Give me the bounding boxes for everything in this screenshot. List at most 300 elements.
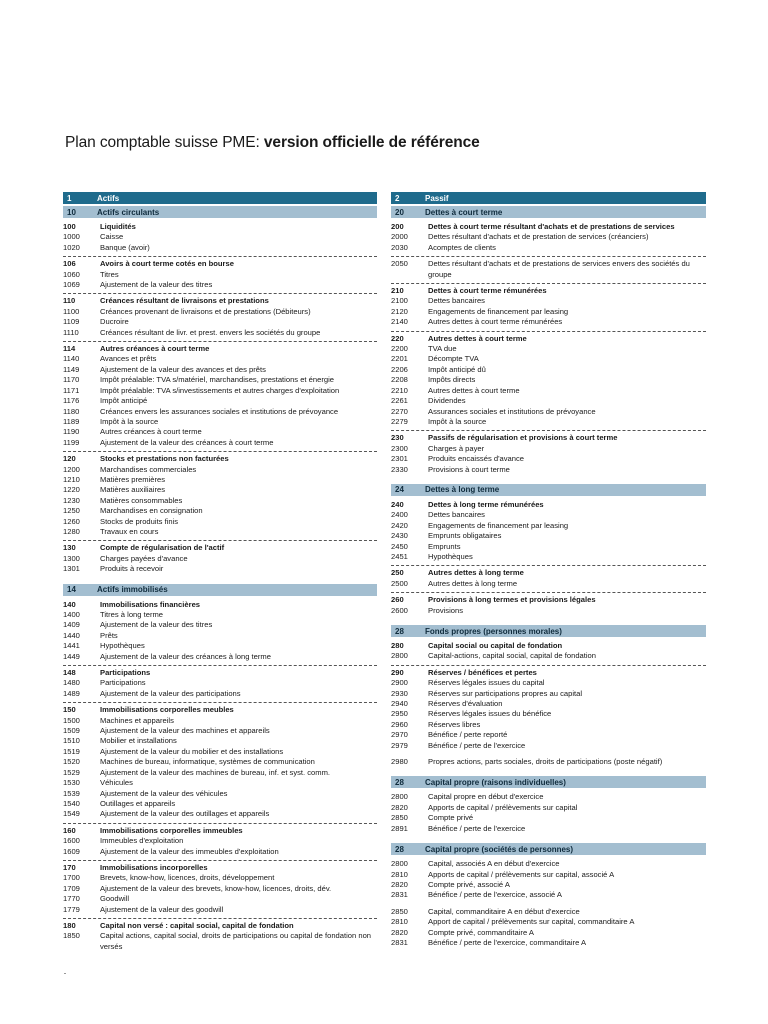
account-row: [391, 757, 706, 767]
account-row: [391, 344, 706, 354]
account-label: Engagements de financement par leasing: [428, 520, 569, 530]
account-number: 1500: [63, 715, 80, 725]
account-number: 1779: [63, 904, 80, 914]
account-number: 1149: [63, 364, 80, 374]
account-label: Caisse: [100, 232, 124, 242]
account-number: 1170: [63, 375, 80, 385]
account-label: Ajustement de la valeur des titres: [100, 620, 213, 630]
account-number: 1301: [63, 564, 80, 574]
account-number: 1280: [63, 526, 80, 536]
account-number: 150: [63, 705, 76, 715]
group-heading: [63, 543, 377, 553]
section-number: 10: [67, 207, 76, 217]
account-row: [63, 641, 377, 651]
account-number: 2206: [391, 364, 408, 374]
section-label: Fonds propres (personnes morales): [425, 626, 562, 636]
account-row: [63, 905, 377, 915]
account-number: 2500: [391, 578, 408, 588]
class-header: [63, 192, 377, 204]
account-label: Titres à long terme: [100, 610, 164, 619]
account-row: [391, 678, 706, 688]
account-label: Matières consommables: [100, 495, 183, 505]
account-label: Autres créances à court terme: [100, 344, 210, 354]
group-heading: [391, 641, 706, 651]
liabilities-column: [391, 192, 706, 951]
account-number: 2330: [391, 464, 408, 474]
account-group: [63, 665, 377, 702]
account-row: [391, 907, 706, 917]
account-group: [391, 592, 706, 619]
account-number: 110: [63, 296, 76, 306]
account-row: [391, 232, 706, 242]
group-heading: [391, 668, 706, 678]
account-number: 2270: [391, 406, 408, 416]
account-label: Ajustement de la valeur des brevets, know-how, licences, droits, dév.: [100, 883, 332, 893]
account-row: [63, 726, 377, 736]
section-header: [63, 584, 377, 596]
section-header: [391, 206, 706, 218]
class-number: 1: [67, 193, 72, 203]
account-row: [63, 354, 377, 364]
account-row: [63, 736, 377, 746]
account-number: 1190: [63, 427, 80, 437]
account-row: [63, 280, 377, 290]
account-label: Provisions: [428, 605, 464, 615]
account-number: 2420: [391, 520, 408, 530]
account-label: Provisions à court terme: [428, 464, 510, 474]
account-label: Impôts directs: [428, 375, 476, 385]
account-label: Impôt à la source: [100, 416, 159, 426]
account-label: Capital social ou capital de fondation: [428, 641, 563, 650]
group-heading: [63, 668, 377, 678]
group-heading: [391, 500, 706, 510]
account-row: [391, 243, 706, 253]
account-label: Réserves libres: [428, 719, 481, 729]
account-row: [63, 631, 377, 641]
account-row: [63, 873, 377, 883]
account-group: [391, 665, 706, 771]
account-label: Apport de capital / prélèvements sur capital, commanditaire A: [428, 917, 635, 927]
account-row: [63, 554, 377, 564]
account-label: Capital non versé : capital social, capital de fondation: [100, 920, 294, 930]
account-row: [63, 716, 377, 726]
account-number: 2850: [391, 906, 408, 916]
account-label: Capital, commanditaire A en début d'exercice: [428, 906, 580, 916]
account-row: [63, 620, 377, 630]
account-number: 2600: [391, 605, 408, 615]
account-row: [63, 768, 377, 778]
account-number: 1300: [63, 553, 80, 563]
account-number: 1250: [63, 506, 80, 516]
account-number: 140: [63, 599, 76, 609]
account-number: 2030: [391, 242, 408, 252]
account-number: 170: [63, 862, 76, 872]
account-row: [391, 417, 706, 427]
account-row: [63, 427, 377, 437]
account-number: 114: [63, 344, 76, 354]
account-row: [63, 307, 377, 317]
account-group: [391, 218, 706, 256]
account-number: 1210: [63, 474, 80, 484]
account-label: TVA due: [428, 344, 457, 354]
account-number: 1069: [63, 280, 80, 290]
account-label: Liquidités: [100, 222, 136, 231]
account-label: Stocks et prestations non facturées: [100, 454, 229, 464]
account-label: Impôt anticipé: [100, 396, 148, 406]
account-row: [391, 689, 706, 699]
account-label: Participations: [100, 668, 151, 678]
account-number: 2820: [391, 802, 408, 812]
account-label: Réserves sur participations propres au capital: [428, 688, 583, 698]
account-row: [391, 938, 706, 948]
section-number: 24: [395, 485, 404, 495]
account-label: Impôt anticipé dû: [428, 364, 486, 374]
account-row: [391, 259, 706, 280]
account-group: [63, 341, 377, 451]
account-label: Avoirs à court terme cotés en bourse: [100, 259, 234, 269]
account-label: Dettes à court terme rémunérées: [428, 286, 547, 296]
account-number: 2831: [391, 890, 408, 900]
account-label: Apports de capital / prélèvements sur capital, associé A: [428, 869, 615, 879]
account-row: [63, 496, 377, 506]
account-label: Ajustement de la valeur des titres: [100, 280, 213, 290]
account-label: Dettes à long terme rémunérées: [428, 499, 544, 509]
account-row: [391, 917, 706, 927]
account-label: Assurances sociales et institutions de prévoyance: [428, 406, 596, 416]
account-number: 2940: [391, 699, 408, 709]
account-number: 2050: [391, 259, 408, 269]
section-label: Actifs circulants: [97, 207, 160, 217]
account-row: [63, 778, 377, 788]
account-number: 1189: [63, 416, 80, 426]
account-label: Provisions à long termes et provisions légales: [428, 595, 596, 605]
account-number: 1060: [63, 269, 80, 279]
account-number: 1260: [63, 516, 80, 526]
account-number: 1000: [63, 232, 80, 242]
account-number: 2100: [391, 296, 408, 306]
account-group: [63, 860, 377, 918]
group-heading: [63, 296, 377, 306]
account-row: [391, 454, 706, 464]
account-row: [63, 317, 377, 327]
account-group: [391, 637, 706, 665]
account-row: [391, 741, 706, 751]
account-number: 240: [391, 499, 404, 509]
account-label: Apports de capital / prélèvements sur capital: [428, 802, 578, 812]
account-group: [391, 855, 706, 951]
account-number: 1539: [63, 788, 80, 798]
account-row: [63, 328, 377, 338]
account-number: 1176: [63, 396, 80, 406]
title-normal: Plan comptable suisse PME:: [65, 134, 264, 151]
account-row: [63, 232, 377, 242]
group-heading: [63, 454, 377, 464]
account-label: Emprunts: [428, 541, 461, 551]
account-number: 120: [63, 454, 76, 464]
group-heading: [391, 568, 706, 578]
account-row: [63, 506, 377, 516]
account-label: Dettes à court terme résultant d'achats et de prestations de services: [428, 222, 675, 231]
account-label: Marchandises commerciales: [100, 464, 197, 474]
account-label: Matières auxiliaires: [100, 485, 165, 495]
account-label: Immobilisations corporelles immeubles: [100, 825, 243, 835]
account-label: Capital propre en début d'exercice: [428, 792, 544, 802]
account-label: Ajustement de la valeur des véhicules: [100, 788, 228, 798]
account-label: Ajustement de la valeur des créances à long terme: [100, 651, 271, 661]
account-number: 1409: [63, 620, 80, 630]
account-label: Travaux en cours: [100, 526, 159, 536]
group-heading: [391, 595, 706, 605]
group-heading: [391, 334, 706, 344]
account-label: Décompte TVA: [428, 354, 479, 364]
account-row: [63, 836, 377, 846]
account-row: [63, 884, 377, 894]
account-group: [63, 702, 377, 822]
account-number: 2800: [391, 859, 408, 869]
account-row: [391, 859, 706, 869]
account-label: Impôt préalable: TVA s/matériel, marchandises, prestations et énergie: [100, 375, 334, 385]
account-number: 2400: [391, 510, 408, 520]
account-number: 1600: [63, 836, 80, 846]
account-row: [63, 799, 377, 809]
account-number: 2891: [391, 823, 408, 833]
account-group: [391, 331, 706, 431]
group-heading: [391, 286, 706, 296]
section-header: [391, 776, 706, 788]
account-label: Brevets, know-how, licences, droits, développement: [100, 873, 275, 883]
account-label: Créances provenant de livraisons et de prestations (Débiteurs): [100, 306, 311, 316]
account-label: Ajustement de la valeur des machines et appareils: [100, 726, 270, 736]
account-number: 1220: [63, 485, 80, 495]
account-number: 1199: [63, 437, 80, 447]
section-label: Capital propre (sociétés de personnes): [425, 844, 574, 854]
account-row: [63, 365, 377, 375]
account-number: 1230: [63, 495, 80, 505]
section-label: Capital propre (raisons individuelles): [425, 777, 566, 787]
account-label: Créances résultant de livraisons et prestations: [100, 296, 269, 306]
section-number: 28: [395, 777, 404, 787]
account-label: Compte privé, associé A: [428, 879, 510, 889]
account-label: Impôt préalable: TVA s/investissements et autres charges d'exploitation: [100, 385, 340, 395]
account-group: [63, 596, 377, 665]
account-number: 2810: [391, 869, 408, 879]
account-number: 220: [391, 333, 404, 343]
account-label: Banque (avoir): [100, 242, 150, 252]
account-number: 1529: [63, 767, 80, 777]
account-row: [63, 386, 377, 396]
account-number: 1489: [63, 688, 80, 698]
account-number: 2979: [391, 740, 408, 750]
account-row: [391, 531, 706, 541]
account-row: [391, 396, 706, 406]
account-row: [63, 757, 377, 767]
account-label: Capital actions, capital social, droits de participations ou capital de fondation non versés: [100, 931, 372, 951]
account-row: [63, 475, 377, 485]
account-row: [63, 517, 377, 527]
class-header: [391, 192, 706, 204]
account-label: Immobilisations financières: [100, 599, 201, 609]
account-number: 290: [391, 667, 404, 677]
group-heading: [63, 344, 377, 354]
account-row: [63, 417, 377, 427]
account-number: 2120: [391, 306, 408, 316]
account-number: 2300: [391, 443, 408, 453]
group-heading: [63, 600, 377, 610]
section-number: 28: [395, 626, 404, 636]
account-label: Compte de régularisation de l'actif: [100, 543, 225, 553]
account-row: [391, 307, 706, 317]
account-row: [391, 699, 706, 709]
group-heading: [63, 259, 377, 269]
account-number: 2430: [391, 531, 408, 541]
account-row: [391, 730, 706, 740]
account-label: Charges payées d'avance: [100, 553, 188, 563]
account-label: Passifs de régularisation et provisions à court terme: [428, 433, 618, 443]
account-row: [63, 931, 377, 952]
account-label: Hypothèques: [428, 551, 473, 561]
account-number: 250: [391, 568, 404, 578]
account-number: 2210: [391, 385, 408, 395]
account-label: Dividendes: [428, 396, 466, 406]
account-label: Créances envers les assurances sociales et institutions de prévoyance: [100, 406, 339, 416]
section-header: [391, 843, 706, 855]
account-group: [63, 540, 377, 577]
account-label: Ducroire: [100, 317, 129, 327]
account-label: Stocks de produits finis: [100, 516, 179, 526]
account-row: [63, 809, 377, 819]
account-number: 1140: [63, 354, 80, 364]
account-group: [63, 918, 377, 955]
account-label: Bénéfice / perte reporté: [428, 730, 508, 740]
account-number: 1709: [63, 883, 80, 893]
account-label: Hypothèques: [100, 641, 145, 651]
account-label: Immobilisations corporelles meubles: [100, 705, 234, 715]
account-label: Emprunts obligataires: [428, 531, 502, 541]
section-number: 28: [395, 844, 404, 854]
account-number: 1180: [63, 406, 80, 416]
account-label: Immobilisations incorporelles: [100, 862, 208, 872]
account-label: Ajustement de la valeur des créances à court terme: [100, 437, 274, 447]
account-row: [391, 386, 706, 396]
account-label: Autres dettes à long terme: [428, 568, 524, 578]
class-label: Passif: [425, 193, 449, 203]
account-group: [391, 565, 706, 592]
account-label: Créances résultant de livr. et prest. envers les sociétés du groupe: [100, 327, 321, 337]
account-label: Autres créances à court terme: [100, 427, 202, 437]
account-label: Ajustement de la valeur des goodwill: [100, 904, 224, 914]
account-label: Titres: [100, 269, 119, 279]
account-row: [63, 485, 377, 495]
account-number: 200: [391, 222, 404, 231]
account-number: 1200: [63, 464, 80, 474]
account-number: 180: [63, 920, 76, 930]
account-label: Dettes bancaires: [428, 296, 485, 306]
account-label: Outillages et appareils: [100, 798, 176, 808]
account-label: Prêts: [100, 630, 118, 640]
account-label: Dettes résultant d'achats et de prestation de services (créanciers): [428, 232, 649, 242]
account-number: 1850: [63, 931, 80, 941]
account-label: Impôt à la source: [428, 416, 487, 426]
account-row: [391, 709, 706, 719]
footer-mark: [64, 973, 66, 974]
account-label: Mobilier et installations: [100, 736, 177, 746]
account-number: 2820: [391, 927, 408, 937]
account-number: 106: [63, 259, 76, 269]
account-number: 2800: [391, 651, 408, 661]
account-label: Véhicules: [100, 778, 133, 788]
account-number: 1530: [63, 778, 80, 788]
section-number: 14: [67, 585, 76, 595]
account-row: [63, 689, 377, 699]
account-number: 2900: [391, 678, 408, 688]
account-number: 1441: [63, 641, 80, 651]
account-row: [391, 803, 706, 813]
account-group: [391, 430, 706, 478]
account-label: Ajustement de la valeur du mobilier et des installations: [100, 746, 284, 756]
account-row: [391, 870, 706, 880]
account-label: Réserves d'évaluation: [428, 699, 503, 709]
account-label: Dettes bancaires: [428, 510, 485, 520]
account-label: Capital, associés A en début d'exercice: [428, 859, 560, 869]
account-label: Compte privé: [428, 813, 474, 823]
account-row: [63, 527, 377, 537]
account-row: [63, 847, 377, 857]
group-heading: [63, 863, 377, 873]
account-number: 1449: [63, 651, 80, 661]
account-number: 160: [63, 825, 76, 835]
account-label: Immeubles d'exploitation: [100, 836, 184, 846]
account-group: [63, 293, 377, 341]
account-row: [391, 465, 706, 475]
title-bold: version officielle de référence: [263, 134, 480, 151]
account-number: 2820: [391, 879, 408, 889]
account-label: Ajustement de la valeur des machines de bureau, inf. et syst. comm.: [100, 767, 331, 777]
group-heading: [63, 826, 377, 836]
section-label: Dettes à court terme: [425, 207, 503, 217]
account-number: 2930: [391, 688, 408, 698]
section-header: [63, 206, 377, 218]
account-label: Propres actions, parts sociales, droits de participations (poste négatif): [428, 757, 663, 767]
account-number: 1609: [63, 846, 80, 856]
account-row: [391, 792, 706, 802]
account-group: [63, 823, 377, 860]
account-group: [391, 788, 706, 837]
account-row: [391, 651, 706, 661]
account-row: [63, 396, 377, 406]
account-number: 2831: [391, 937, 408, 947]
account-number: 1020: [63, 242, 80, 252]
account-row: [63, 438, 377, 448]
account-number: 1519: [63, 746, 80, 756]
account-group: [63, 451, 377, 540]
account-number: 1100: [63, 306, 80, 316]
account-number: 1400: [63, 610, 80, 619]
account-row: [391, 521, 706, 531]
account-number: 100: [63, 222, 76, 231]
section-label: Actifs immobilisés: [97, 585, 168, 595]
account-number: 2800: [391, 792, 408, 802]
account-number: 2200: [391, 344, 408, 354]
account-label: Engagements de financement par leasing: [428, 306, 569, 316]
account-number: 1520: [63, 757, 80, 767]
group-heading: [391, 433, 706, 443]
account-label: Participations: [100, 678, 146, 688]
account-number: 1540: [63, 798, 80, 808]
section-header: [391, 625, 706, 637]
account-number: 1171: [63, 385, 80, 395]
class-number: 2: [395, 193, 400, 203]
account-row: [63, 243, 377, 253]
